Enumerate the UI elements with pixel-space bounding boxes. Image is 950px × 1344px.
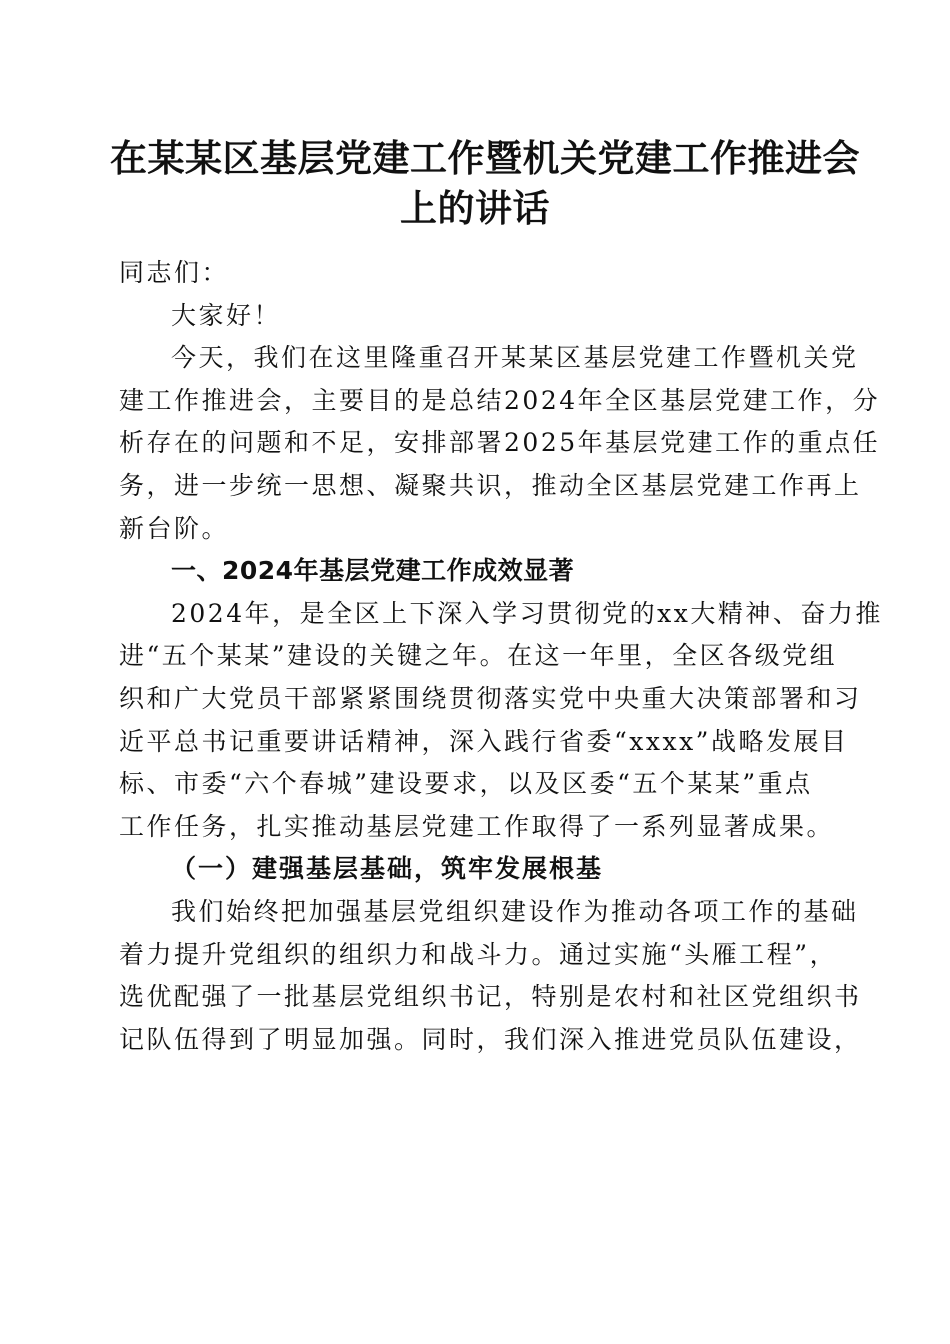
document-body — [119, 252, 883, 1061]
paragraph-line: 着力提升党组织的组织力和战斗力。通过实施“头雁工程”， — [119, 939, 838, 969]
paragraph-line: 务，进一步统一思想、凝聚共识，推动全区基层党建工作再上 — [119, 470, 862, 500]
intro-paragraph — [119, 337, 881, 550]
title-line-1: 在某某区基层党建工作暨机关党建工作推进会 — [110, 136, 860, 180]
paragraph-line: 近平总书记重要讲话精神，深入践行省委“xxxx”战略发展目 — [119, 726, 849, 756]
paragraph-line: 织和广大党员干部紧紧围绕贯彻落实党中央重大决策部署和习 — [119, 683, 862, 713]
salutation: 同志们： — [119, 258, 230, 287]
paragraph-line: 进“五个某某”建设的关键之年。在这一年里，全区各级党组 — [119, 641, 838, 671]
paragraph-line: 我们始终把加强基层党组织建设作为推动各项工作的基础 — [171, 896, 859, 926]
paragraph-line: 标、市委“六个春城”建设要求，以及区委“五个某某”重点 — [119, 769, 813, 799]
paragraph-line: 记队伍得到了明显加强。同时，我们深入推进党员队伍建设， — [119, 1024, 862, 1054]
paragraph-line: 选优配强了一批基层党组织书记，特别是农村和社区党组织书 — [119, 982, 862, 1012]
paragraph-line: 今天，我们在这里隆重召开某某区基层党建工作暨机关党 — [171, 343, 859, 373]
subsection-1-heading: （一）建强基层基础，筑牢发展根基 — [171, 854, 604, 884]
greeting: 大家好！ — [171, 300, 282, 330]
paragraph-line: 新台阶。 — [119, 513, 230, 543]
subsection-1-paragraph — [119, 891, 862, 1061]
section-1-paragraph — [119, 593, 883, 849]
paragraph-line: 工作任务，扎实推动基层党建工作取得了一系列显著成果。 — [119, 811, 835, 841]
paragraph-line: 析存在的问题和不足，安排部署2025年基层党建工作的重点任 — [119, 428, 881, 458]
title-line-2: 上的讲话 — [400, 186, 550, 230]
document-title — [110, 133, 860, 233]
paragraph-line: 2024年，是全区上下深入学习贯彻党的xx大精神、奋力推 — [171, 598, 883, 628]
section-1-heading: 一、2024年基层党建工作成效显著 — [171, 556, 575, 586]
paragraph-line: 建工作推进会，主要目的是总结2024年全区基层党建工作，分 — [119, 385, 881, 415]
